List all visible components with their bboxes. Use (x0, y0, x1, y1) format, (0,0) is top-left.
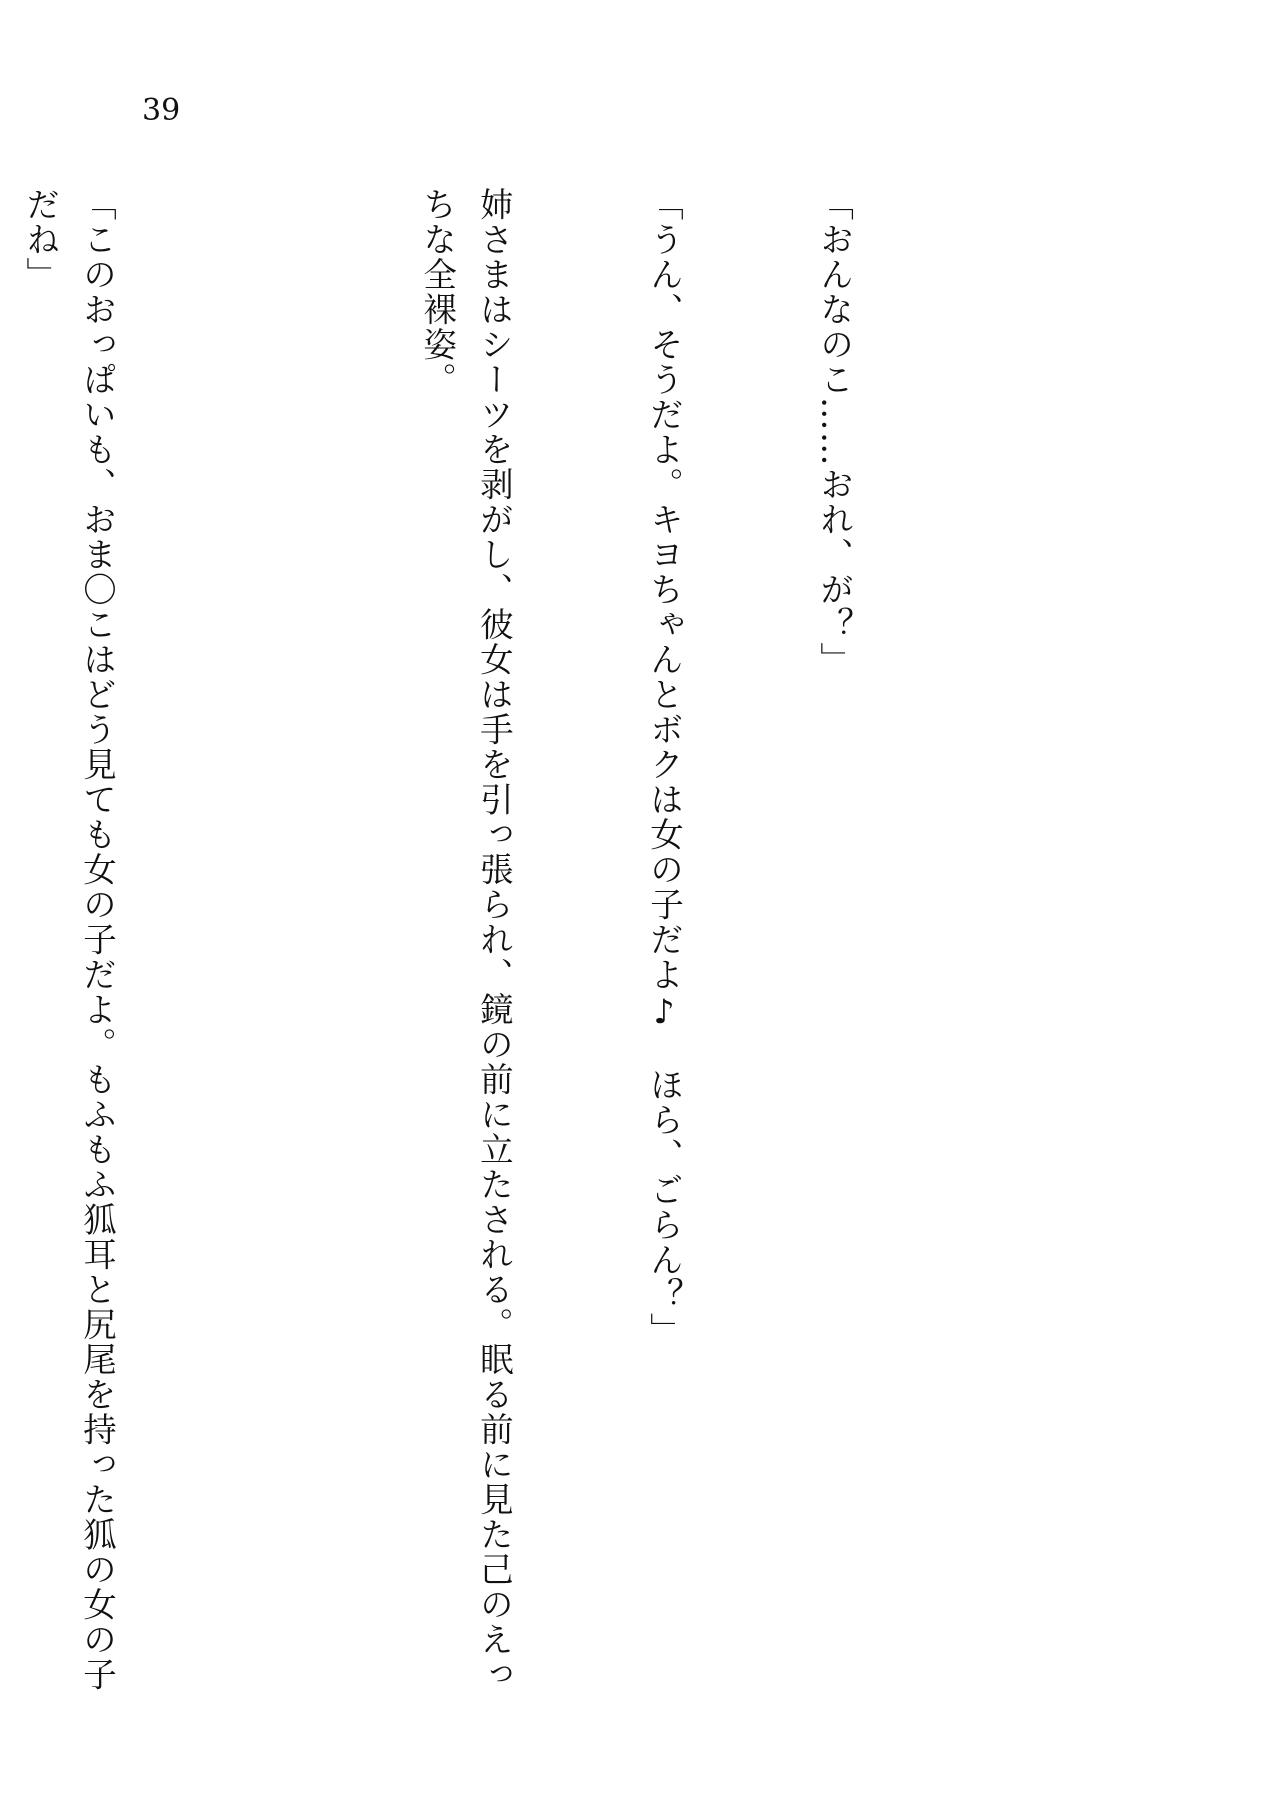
text-line: 「うん、そうだよ。キヨちゃんとボクは女の子だよ♪ ほら、ごらん？」 (644, 187, 684, 1348)
text-line: 「おんなのこ……おれ、が？」 (814, 187, 854, 677)
page-number: 39 (142, 93, 181, 128)
blank-line (238, 187, 295, 1697)
body-text (0, 187, 975, 1697)
text-line: 「このおっぱいも、おま〇こはどう見ても女の子だよ。もふもふ狐耳と尻尾を持った狐の女の子だね」 (20, 187, 117, 1692)
text-line: 姉さまはシーツを剥がし、彼女は手を引っ張られ、鏡の前に立たされる。眠る前に見た己のえっちな全裸姿。 (417, 187, 514, 1692)
